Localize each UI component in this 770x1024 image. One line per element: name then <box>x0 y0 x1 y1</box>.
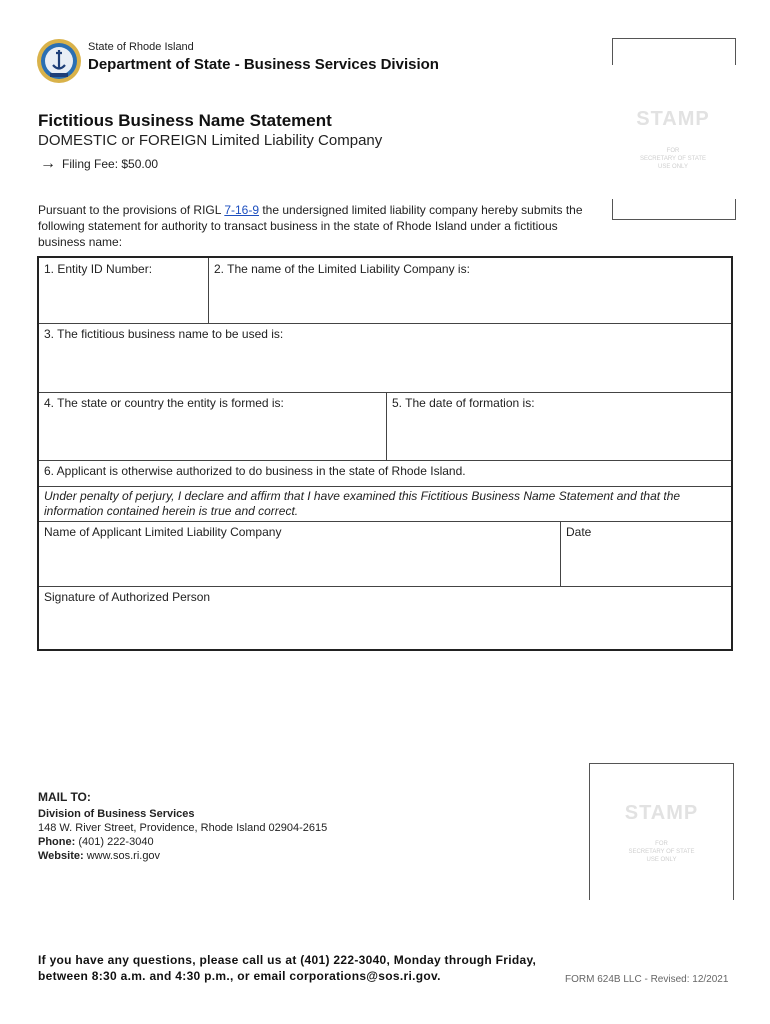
llc-name-field[interactable]: 2. The name of the Limited Liability Company is: <box>214 262 470 276</box>
perjury-statement: Under penalty of perjury, I declare and affirm that I have examined this Fictitious Business Name Statement and that the information contained herein is true and correct. <box>44 489 681 518</box>
department-title: Department of State - Business Services Division <box>88 56 439 73</box>
stamp-line-3: USE ONLY <box>658 164 688 170</box>
entity-id-field[interactable]: 1. Entity ID Number: <box>44 262 153 276</box>
applicant-name-field[interactable]: Name of Applicant Limited Liability Company <box>44 525 282 539</box>
fictitious-name-field[interactable]: 3. The fictitious business name to be used is: <box>44 327 284 341</box>
stamp-line-1-bottom: FOR <box>655 841 668 847</box>
stamp-word-bottom: STAMP <box>624 802 699 824</box>
questions-note: If you have any questions, please call us at (401) 222-3040, Monday through Friday, between 8:30 a.m. and 4:30 p.m., or email corporations@sos.ri.gov. <box>38 953 537 983</box>
form-title: Fictitious Business Name Statement <box>38 111 332 130</box>
stamp-line-3-bottom: USE ONLY <box>646 857 677 863</box>
stamp-word: STAMP <box>636 108 710 130</box>
mail-to-block <box>38 790 327 863</box>
filing-fee-text: Filing Fee: $50.00 <box>62 157 159 171</box>
form-subtitle: DOMESTIC or FOREIGN Limited Liability Company <box>38 132 383 149</box>
state-label: State of Rhode Island <box>88 41 194 53</box>
filing-fee <box>40 157 158 171</box>
stamp-box-top <box>612 38 734 220</box>
stamp-line-2: SECRETARY OF STATE <box>639 156 707 162</box>
mail-to-heading: MAIL TO: <box>38 790 91 804</box>
mail-website: Website: www.sos.ri.gov <box>38 850 161 862</box>
state-country-field[interactable]: 4. The state or country the entity is formed is: <box>44 396 284 410</box>
stamp-box-bottom <box>589 763 734 900</box>
date-field[interactable]: Date <box>566 525 592 539</box>
stamp-line-2-bottom: SECRETARY OF STATE <box>628 849 695 855</box>
mail-address: 148 W. River Street, Providence, Rhode Island 02904-2615 <box>38 822 328 834</box>
division-name: Division of Business Services <box>38 808 195 820</box>
signature-field[interactable]: Signature of Authorized Person <box>44 590 211 604</box>
application-form <box>37 256 733 651</box>
intro-paragraph: Pursuant to the provisions of RIGL 7-16-9 the undersigned limited liability company hereby submits the following statement for authority to transact business in the state of Rhode Island under a fictitious business name: <box>38 203 583 249</box>
mail-phone: Phone: (401) 222-3040 <box>38 836 154 848</box>
website-link[interactable]: www.sos.ri.gov <box>83 850 161 862</box>
state-seal-icon <box>36 38 82 84</box>
authorization-statement: 6. Applicant is otherwise authorized to do business in the state of Rhode Island. <box>44 464 466 478</box>
arrow-right-icon: → <box>40 155 56 172</box>
rigl-link[interactable]: 7-16-9 <box>224 203 260 217</box>
form-revision: FORM 624B LLC - Revised: 12/2021 <box>565 974 729 985</box>
formation-date-field[interactable]: 5. The date of formation is: <box>392 396 535 410</box>
stamp-line-1: FOR <box>666 148 680 154</box>
